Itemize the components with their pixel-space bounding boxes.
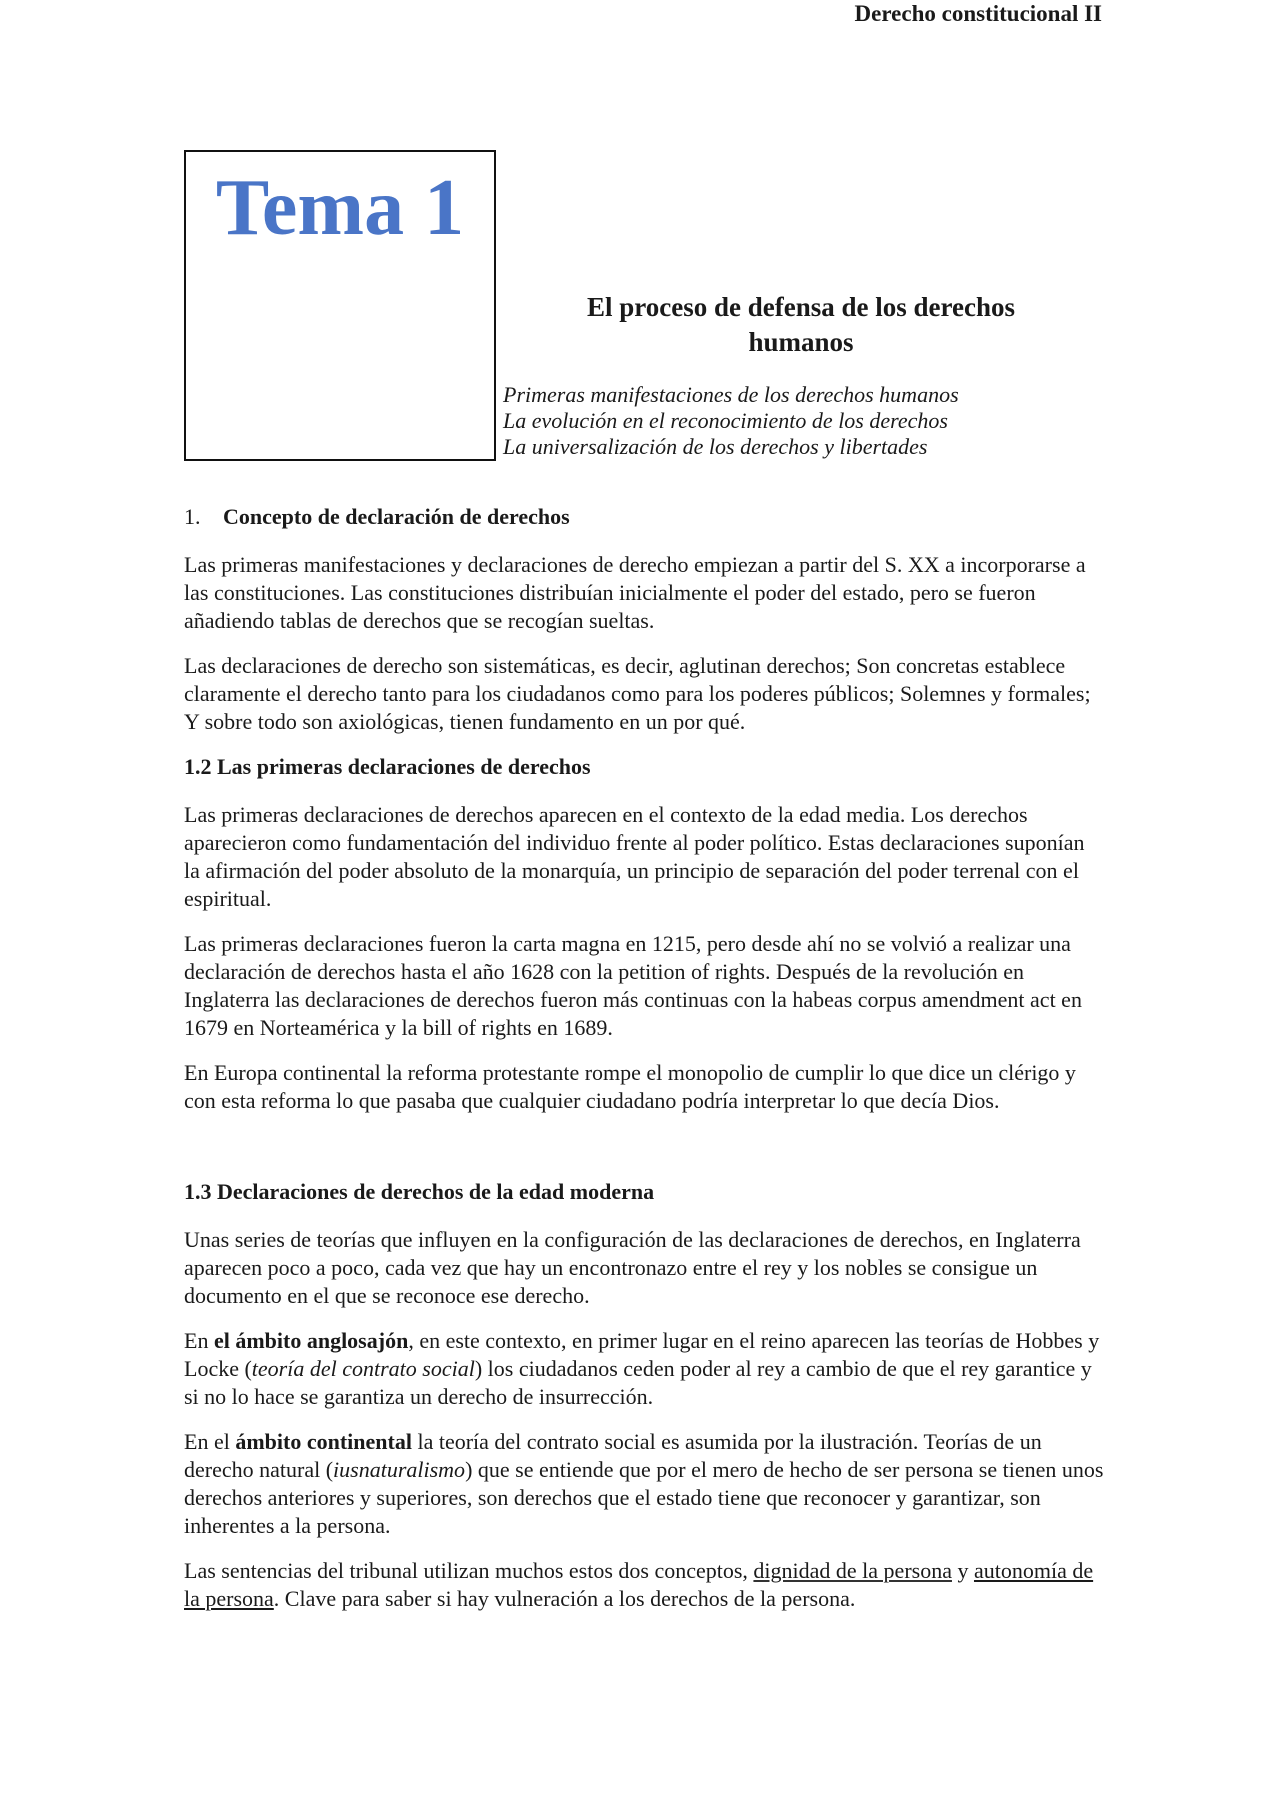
text-run: la teoría del contrato social es asumida por la ilustración. Teorías de un derecho natural (: [184, 1429, 1042, 1482]
tema-title: Tema 1: [215, 164, 465, 252]
subtitle-list: [503, 382, 1103, 460]
section-1-title: Concepto de declaración de derechos: [223, 504, 570, 529]
paragraph: En Europa continental la reforma protestante rompe el monopolio de cumplir lo que dice un clérigo y con esta reforma lo que pasaba que cualquier ciudadano podría interpretar lo que decía Dios.: [184, 1060, 1076, 1113]
tema-box: [184, 150, 496, 461]
subtitle-item: La evolución en el reconocimiento de los derechos: [503, 408, 948, 433]
paragraph-continental: [184, 1428, 1104, 1540]
page-header: Derecho constitucional II: [854, 1, 1102, 26]
paragraph: Las declaraciones de derecho son sistemáticas, es decir, aglutinan derechos; Son concretas establece claramente el derecho tanto para los ciudadanos como para los poderes públicos; Solemnes y formales; Y sobre todo son axiológicas, tienen fundamento en un por qué.: [184, 653, 1091, 734]
text-run: , en este contexto, en primer lugar en el reino aparecen las teorías de Hobbes y Locke (: [184, 1328, 1100, 1381]
main-title-line-2: humanos: [748, 327, 854, 357]
underlined-term: autonomía de la persona: [184, 1558, 1094, 1611]
text-run: Las sentencias del tribunal utilizan muchos estos dos conceptos,: [184, 1558, 754, 1583]
text-run: En el: [184, 1429, 236, 1454]
main-title: [500, 290, 1102, 360]
text-run: ) los ciudadanos ceden poder al rey a cambio de que el rey garantice y si no lo hace se garantiza un derecho de insurrección.: [184, 1356, 1092, 1409]
bold-term: ámbito continental: [235, 1429, 412, 1454]
text-run: . Clave para saber si hay vulneración a los derechos de la persona.: [273, 1586, 856, 1611]
section-1-heading: [184, 503, 1104, 531]
paragraph: Las primeras declaraciones de derechos aparecen en el contexto de la edad media. Los derechos aparecieron como fundamentación del individuo frente al poder político. Estas declaraciones suponían la afirmación del poder absoluto de la monarquía, un principio de separación del poder terrenal con el espiritual.: [184, 802, 1085, 911]
main-title-line-1: El proceso de defensa de los derechos: [587, 292, 1015, 322]
text-run: En: [184, 1328, 214, 1353]
paragraph: Las primeras manifestaciones y declaraciones de derecho empiezan a partir del S. XX a incorporarse a las constituciones. Las constituciones distribuían inicialmente el poder del estado, pero se fueron añadiendo tablas de derechos que se recogían sueltas.: [184, 552, 1086, 633]
text-run: y: [951, 1558, 974, 1583]
section-1-3-heading: 1.3 Declaraciones de derechos de la edad moderna: [184, 1179, 655, 1204]
italic-term: teoría del contrato social: [251, 1356, 475, 1381]
subtitle-item: Primeras manifestaciones de los derechos humanos: [503, 382, 959, 407]
paragraph: Las primeras declaraciones fueron la carta magna en 1215, pero desde ahí no se volvió a realizar una declaración de derechos hasta el año 1628 con la petition of rights. Después de la revolución en Inglaterra las declaraciones de derechos fueron más continuas con la habeas corpus amendment act en 1679 en Norteamérica y la bill of rights en 1689.: [184, 931, 1082, 1040]
document-body: [184, 503, 1104, 1630]
spacer: [184, 1132, 1104, 1178]
subtitle-item: La universalización de los derechos y libertades: [503, 434, 928, 459]
italic-term: iusnaturalismo: [333, 1457, 466, 1482]
underlined-term: dignidad de la persona: [753, 1558, 952, 1583]
bold-term: el ámbito anglosajón: [213, 1328, 409, 1353]
paragraph-anglosajon: [184, 1327, 1104, 1411]
section-1-2-heading: 1.2 Las primeras declaraciones de derechos: [184, 754, 591, 779]
paragraph-sentencias: [184, 1557, 1104, 1613]
section-1-number: 1.: [184, 504, 201, 529]
text-run: ) que se entiende que por el mero de hecho de ser persona se tienen unos derechos anteriores y superiores, son derechos que el estado tiene que reconocer y garantizar, son inherentes a la persona.: [184, 1457, 1104, 1538]
paragraph: Unas series de teorías que influyen en la configuración de las declaraciones de derechos, en Inglaterra aparecen poco a poco, cada vez que hay un encontronazo entre el rey y los nobles se consigue un documento en el que se reconoce ese derecho.: [184, 1227, 1081, 1308]
